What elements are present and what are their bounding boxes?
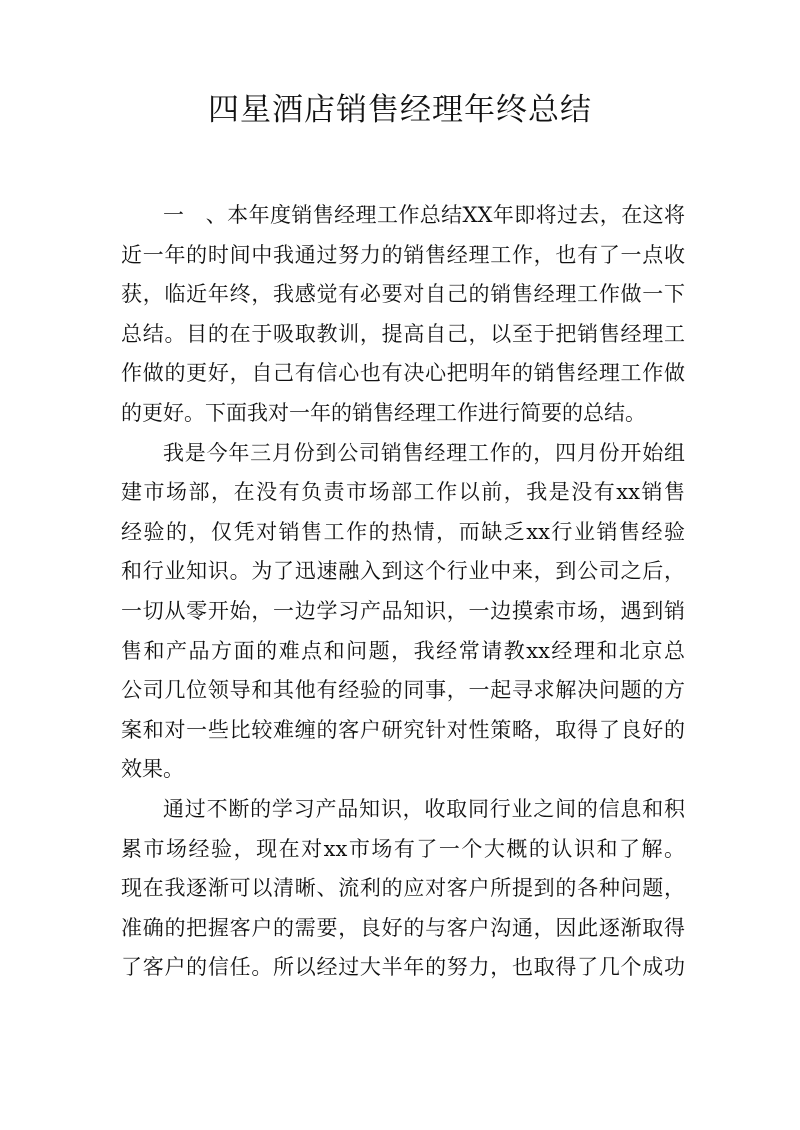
text-line: 作做的更好，自己有信心也有决心把明年的销售经理工作做 [121,361,685,386]
text-line: 通过不断的学习产品知识，收取同行业之间的信息和积 [163,796,685,821]
text-line: 一切从零开始，一边学习产品知识，一边摸索市场，遇到销 [121,598,685,623]
text-line: 公司几位领导和其他有经验的同事，一起寻求解决问题的方 [121,678,685,703]
text-line: 获，临近年终，我感觉有必要对自己的销售经理工作做一下 [121,282,685,307]
text-line: 总结。目的在于吸取教训，提高自己，以至于把销售经理工 [121,321,685,346]
text-line: 累市场经验，现在对xx市场有了一个大概的认识和了解。 [121,836,685,861]
text-line: 近一年的时间中我通过努力的销售经理工作，也有了一点收 [121,242,685,267]
text-line: 一 、本年度销售经理工作总结XX年即将过去，在这将 [163,203,685,227]
text-line: 和行业知识。为了迅速融入到这个行业中来，到公司之后， [121,559,685,584]
text-line: 准确的把握客户的需要，良好的与客户沟通，因此逐渐取得 [121,915,685,940]
text-line: 我是今年三月份到公司销售经理工作的，四月份开始组 [163,440,685,465]
document-body [121,196,685,988]
document-title: 四星酒店销售经理年终总结 [208,92,592,128]
text-line: 建市场部，在没有负责市场部工作以前，我是没有xx销售 [121,480,685,505]
paragraph-1 [121,196,685,434]
text-line: 的更好。下面我对一年的销售经理工作进行简要的总结。 [121,400,646,425]
paragraph-3 [121,790,685,988]
text-line: 售和产品方面的难点和问题，我经常请教xx经理和北京总 [121,638,685,663]
text-line: 经验的，仅凭对销售工作的热情，而缺乏xx行业销售经验 [121,519,685,544]
text-line: 案和对一些比较难缠的客户研究针对性策略，取得了良好的 [121,717,685,742]
text-line: 了客户的信任。所以经过大半年的努力，也取得了几个成功 [121,955,685,980]
text-line: 现在我逐渐可以清晰、流利的应对客户所提到的各种问题， [121,876,685,901]
text-line: 效果。 [121,757,184,782]
paragraph-2 [121,434,685,790]
